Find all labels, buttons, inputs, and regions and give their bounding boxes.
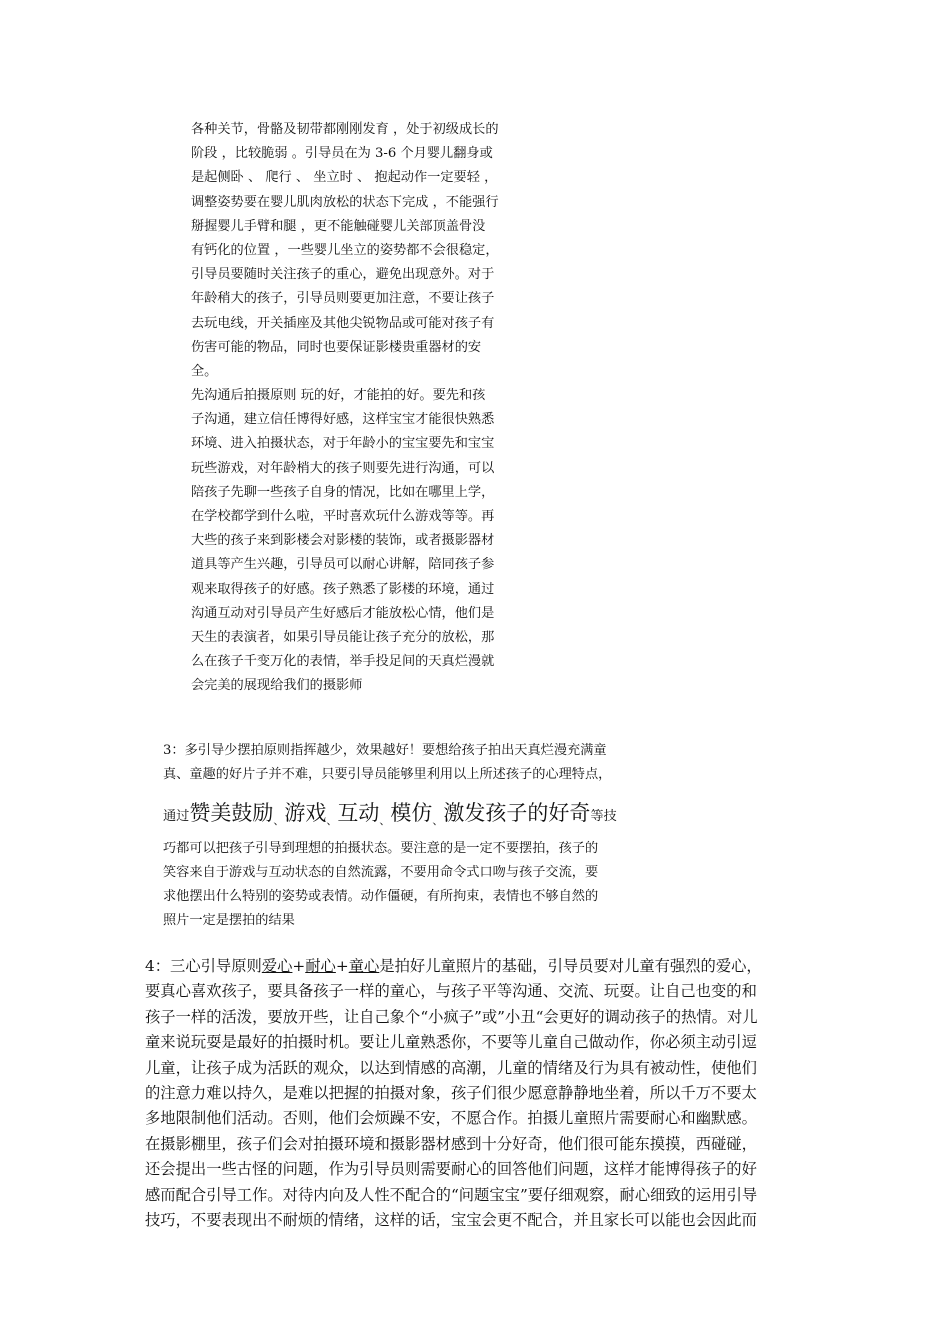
text-line: 道具等产生兴趣，引导员可以耐心讲解，陪同孩子参 bbox=[191, 557, 495, 573]
text-line: 沟通互动对引导员产生好感后才能放松心情，他们是 bbox=[191, 605, 495, 621]
keyword-childlike: 童心 bbox=[348, 957, 380, 975]
text-line: 伤害可能的物品，同时也要保证影楼贵重器材的安 bbox=[191, 339, 482, 355]
paragraph-guide-less-pose-bottom bbox=[163, 837, 643, 933]
text-line: 大些的孩子来到影楼会对影楼的装饰，或者摄影器材 bbox=[191, 533, 495, 549]
technique-separator: 、 bbox=[432, 814, 444, 827]
text-line: 童来说玩耍是最好的拍摄时机。要让儿童熟悉你，不要等儿童自己做动作，你必须主动引逗 bbox=[145, 1033, 757, 1052]
keyword-patience: 耐心 bbox=[305, 957, 336, 975]
text-line: 会完美的展现给我们的摄影师 bbox=[191, 678, 363, 694]
text-line: 观来取得孩子的好感。孩子熟悉了影楼的环境，通过 bbox=[191, 581, 495, 597]
three-hearts-prefix: 4：三心引导原则 bbox=[145, 957, 262, 975]
text-line: 儿童，让孩子成为活跃的观众，以达到情感的高潮，儿童的情绪及行为具有被动性，使他们 bbox=[145, 1058, 757, 1077]
text-line: 子沟通，建立信任博得好感，这样宝宝才能很快熟悉 bbox=[191, 412, 495, 428]
technique-separator: 、 bbox=[379, 814, 391, 827]
text-line: 么在孩子千变万化的表情，举手投足间的天真烂漫就 bbox=[191, 654, 495, 670]
text-line: 的注意力难以持久，是难以把握的拍摄对象，孩子们很少愿意静静地坐着，所以千万不要太 bbox=[145, 1083, 757, 1102]
text-line: 阶段 ，比较脆弱 。引导员在为 3-6 个月婴儿翻身或 bbox=[191, 146, 493, 162]
text-line: 环境、进入拍摄状态，对于年龄小的宝宝要先和宝宝 bbox=[191, 436, 495, 452]
techniques-suffix: 等技 bbox=[590, 809, 617, 824]
paragraph-guide-less-pose bbox=[163, 739, 643, 933]
plus-sign: + bbox=[335, 957, 349, 975]
text-line: 有钙化的位置 ，一些婴儿坐立的姿势都不会很稳定， bbox=[191, 242, 499, 258]
text-line: 掰握婴儿手臂和腿 ，更不能触碰婴儿关部顶盖骨没 bbox=[191, 218, 486, 234]
text-line: 各种关节，骨骼及韧带都刚刚发育 ，处于初级成长的 bbox=[191, 122, 499, 137]
keyword-love: 爱心 bbox=[261, 957, 293, 975]
text-line: 要真心喜欢孩子，要具备孩子一样的童心，与孩子平等沟通、交流、玩耍。让自己也变的和 bbox=[145, 982, 757, 1001]
text-line: 引导员要随时关注孩子的重心，避免出现意外。对于 bbox=[191, 267, 495, 283]
technique-separator: 、 bbox=[273, 814, 285, 827]
text-line: 真、童趣的好片子并不难，只要引导员能够里利用以上所述孩子的心理特点， bbox=[163, 767, 612, 782]
text-line: 玩些游戏，对年龄梢大的孩子则要先进行沟通，可以 bbox=[191, 460, 495, 476]
three-hearts-rest: 是拍好儿童照片的基础，引导员要对儿童有强烈的爱心， bbox=[379, 957, 762, 975]
text-line: 是起侧卧 、 爬行 、 坐立时 、 抱起动作一定要轻 ， bbox=[191, 170, 498, 186]
text-line: 笑容来自于游戏与互动状态的自然流露，不要用命令式口吻与孩子交流，要 bbox=[163, 865, 599, 880]
technique-item: 赞美鼓励 bbox=[189, 801, 274, 825]
text-line: 在学校都学到什么啦，平时喜欢玩什么游戏等等。再 bbox=[191, 509, 495, 524]
text-line: 年龄稍大的孩子，引导员则要更加注意，不要让孩子 bbox=[191, 291, 495, 307]
text-line: 在摄影棚里，孩子们会对拍摄环境和摄影器材感到十分好奇，他们很可能东摸摸，西碰碰， bbox=[145, 1134, 757, 1153]
text-line: 3：多引导少摆拍原则指挥越少，效果越好！要想给孩子拍出天真烂漫充满童 bbox=[163, 743, 607, 758]
technique-item: 游戏 bbox=[284, 801, 327, 825]
text-line: 求他摆出什么特别的姿势或表情。动作僵硬，有所拘束，表情也不够自然的 bbox=[163, 889, 599, 904]
paragraph-safety-and-communication bbox=[191, 118, 526, 699]
text-line: 照片一定是摆拍的结果 bbox=[163, 913, 295, 928]
technique-item: 互动 bbox=[337, 801, 380, 825]
technique-item: 激发孩子的好奇 bbox=[443, 801, 591, 825]
text-line: 感而配合引导工作。对待内向及人性不配合的“问题宝宝”要仔细观察，耐心细致的运用引导 bbox=[145, 1185, 758, 1204]
text-line: 技巧，不要表现出不耐烦的情绪，这样的话，宝宝会更不配合，并且家长可以能也会因此而 bbox=[145, 1210, 757, 1229]
techniques-line bbox=[163, 793, 643, 833]
paragraph-three-hearts bbox=[145, 954, 815, 1233]
text-line: 巧都可以把孩子引导到理想的拍摄状态。要注意的是一定不要摆拍，孩子的 bbox=[163, 841, 599, 856]
text-line: 天生的表演者，如果引导员能让孩子充分的放松，那 bbox=[191, 629, 495, 645]
plus-sign: + bbox=[292, 957, 306, 975]
text-line: 孩子一样的活泼，要放开些，让自己象个“小疯子”或”小丑“会更好的调动孩子的热情。对儿 bbox=[145, 1007, 758, 1026]
text-line: 去玩电线，开关插座及其他尖锐物品或可能对孩子有 bbox=[191, 315, 495, 331]
text-line: 全。 bbox=[191, 363, 218, 379]
technique-separator: 、 bbox=[326, 814, 338, 827]
text-line bbox=[145, 954, 815, 979]
technique-item: 模仿 bbox=[390, 801, 433, 825]
techniques-prefix: 通过 bbox=[163, 809, 190, 824]
text-line: 陪孩子先聊一些孩子自身的情况，比如在哪里上学， bbox=[191, 484, 495, 500]
text-line: 多地限制他们活动。否则，他们会烦躁不安，不愿合作。拍摄儿童照片需要耐心和幽默感。 bbox=[145, 1109, 757, 1128]
paragraph-guide-less-pose-top bbox=[163, 739, 643, 787]
text-line: 先沟通后拍摄原则 玩的好，才能拍的好。要先和孩 bbox=[191, 388, 486, 404]
text-line: 还会提出一些古怪的问题，作为引导员则需要耐心的回答他们问题，这样才能博得孩子的好 bbox=[145, 1160, 757, 1179]
text-line: 调整姿势要在婴儿肌肉放松的状态下完成 ，不能强行 bbox=[191, 194, 499, 210]
paragraph-three-hearts-body bbox=[145, 979, 815, 1233]
